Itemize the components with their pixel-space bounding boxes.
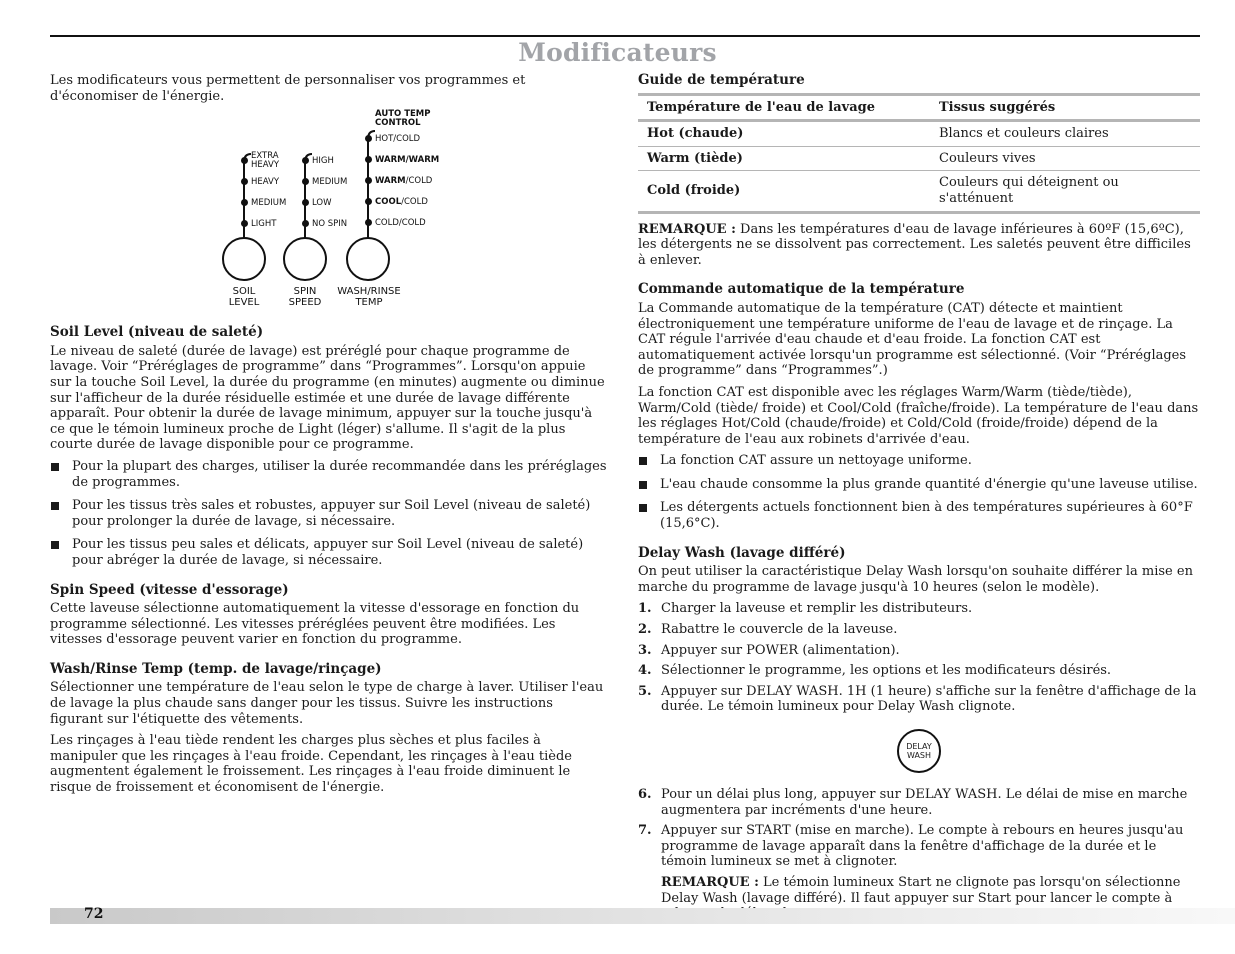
bullet-square-icon bbox=[639, 504, 647, 512]
bullet-square-icon bbox=[51, 541, 59, 549]
soil-option-medium: MEDIUM bbox=[251, 198, 287, 209]
list-item: Pour la plupart des charges, utiliser la durée recommandée dans les préréglages de programmes. bbox=[50, 459, 608, 490]
temperature-guide-table bbox=[638, 93, 1200, 214]
bullet-square-icon bbox=[639, 457, 647, 465]
table-cell: Blancs et couleurs claires bbox=[939, 126, 1109, 142]
temp-guide-note: REMARQUE : Dans les températures d'eau de lavage inférieures à 60ºF (15,6ºC), les détergents ne se dissolvent pas correctement. Les saletés peuvent être difficiles à enlever. bbox=[638, 221, 1191, 268]
list-item: L'eau chaude consomme la plus grande quantité d'énergie qu'une laveuse utilise. bbox=[638, 477, 1200, 493]
spin-speed-body: Cette laveuse sélectionne automatiquement la vitesse d'essorage en fonction du programme sélectionné. Les vitesses préréglées peuvent être modifiées. Les vitesses d'essorage peuvent varier en fonction du programme. bbox=[50, 601, 580, 648]
table-cell: Hot (chaude) bbox=[647, 126, 744, 142]
table-cell: Warm (tiède) bbox=[647, 150, 743, 166]
table-cell: Couleurs vives bbox=[939, 150, 1036, 166]
soil-option-light: LIGHT bbox=[251, 219, 277, 230]
right-column bbox=[638, 73, 1200, 922]
wash-rinse-paragraph-2: Les rinçages à l'eau tiède rendent les charges plus sèches et plus faciles à manipuler que les rinçages à l'eau froide. Cependant, les rinçages à l'eau tiède augmentent également le froissement. Les rinçages à l'eau froide diminuent le risque de froissement et économisent de l'énergie. bbox=[50, 733, 572, 796]
list-item: 4. Sélectionner le programme, les options et les modificateurs désirés. bbox=[638, 663, 1112, 679]
column-header: Tissus suggérés bbox=[939, 99, 1056, 115]
list-item: Pour les tissus très sales et robustes, appuyer sur Soil Level (niveau de saleté) pour prolonger la durée de lavage, si nécessaire. bbox=[50, 498, 608, 529]
auto-temp-control-header: AUTO TEMP CONTROL bbox=[375, 109, 431, 129]
table-row bbox=[638, 171, 1200, 212]
delay-wash-button-label: WASH bbox=[906, 751, 932, 760]
control-panel-diagram bbox=[220, 110, 520, 315]
footer-bar bbox=[50, 908, 1235, 924]
cat-heading: Commande automatique de la température bbox=[638, 281, 965, 298]
soil-level-heading: Soil Level (niveau de saleté) bbox=[50, 324, 264, 341]
left-column bbox=[50, 73, 608, 802]
spin-option-no-spin: NO SPIN bbox=[312, 219, 348, 230]
spin-speed-label: SPIN SPEED bbox=[288, 286, 322, 309]
table-cell: Cold (froide) bbox=[647, 183, 741, 199]
list-item: 1. Charger la laveuse et remplir les distributeurs. bbox=[638, 601, 973, 617]
table-row bbox=[638, 121, 1200, 147]
intro-text: Les modificateurs vous permettent de personnaliser vos programmes et d'économiser de l'énergie. bbox=[50, 73, 526, 104]
spin-option-high: HIGH bbox=[312, 156, 334, 167]
cat-paragraph-1: La Commande automatique de la température (CAT) détecte et maintient électroniquement une température uniforme de l'eau de lavage et de rinçage. La CAT régule l'arrivée d'eau chaude et d'eau froide. La fonction CAT est automatiquement activée lorsqu'un programme est sélectionné. (Voir “Préréglages de programme” dans “Programmes”.) bbox=[638, 300, 1187, 379]
spin-option-medium: MEDIUM bbox=[312, 177, 348, 188]
list-item: 3. Appuyer sur POWER (alimentation). bbox=[638, 642, 900, 658]
delay-wash-body: On peut utiliser la caractéristique Delay Wash lorsqu'on souhaite différer la mise en marche du programme de lavage jusqu'à 10 heures (selon le modèle). bbox=[638, 564, 1193, 595]
delay-wash-heading: Delay Wash (lavage différé) bbox=[638, 544, 846, 561]
table-cell: Couleurs qui déteignent ou s'atténuent bbox=[939, 175, 1119, 206]
table-row bbox=[638, 146, 1200, 171]
wash-rinse-heading: Wash/Rinse Temp (temp. de lavage/rinçage) bbox=[50, 660, 382, 677]
temp-option-cold-cold: COLD/COLD bbox=[375, 218, 426, 229]
temp-option-warm-cold: WARM/COLD bbox=[375, 176, 433, 187]
delay-wash-steps bbox=[638, 601, 1200, 715]
temp-option-warm-warm: WARM/WARM bbox=[375, 155, 440, 166]
cat-list bbox=[638, 453, 1200, 531]
page-title: Modificateurs bbox=[518, 38, 717, 67]
bullet-square-icon bbox=[51, 463, 59, 471]
table-header-row bbox=[638, 94, 1200, 121]
list-item: 7. Appuyer sur START (mise en marche). Le compte à rebours en heures jusqu'au programme de lavage apparaît dans la fenêtre d'affichage de la durée et le témoin lumineux se met à clignoter. bbox=[638, 823, 1184, 870]
list-item: 6. Pour un délai plus long, appuyer sur DELAY WASH. Le délai de mise en marche augmentera par incréments d'une heure. bbox=[638, 787, 1188, 818]
list-item: 2. Rabattre le couvercle de la laveuse. bbox=[638, 622, 898, 638]
soil-level-button[interactable] bbox=[222, 237, 266, 281]
soil-option-extra-heavy: EXTRA HEAVY bbox=[251, 151, 280, 171]
wash-rinse-temp-label: WASH/RINSE TEMP bbox=[337, 286, 401, 309]
delay-wash-button-label: DELAY bbox=[906, 742, 932, 751]
soil-level-label: SOIL LEVEL bbox=[228, 286, 260, 309]
top-rule bbox=[50, 35, 1200, 37]
wash-rinse-temp-button[interactable] bbox=[346, 237, 390, 281]
delay-wash-steps-continued bbox=[638, 787, 1200, 870]
list-item: Les détergents actuels fonctionnent bien à des températures supérieures à 60°F (15,6°C). bbox=[638, 500, 1200, 531]
temp-option-hot-cold: HOT/COLD bbox=[375, 134, 421, 145]
list-item: 5. Appuyer sur DELAY WASH. 1H (1 heure) s'affiche sur la fenêtre d'affichage de la durée. Le témoin lumineux pour Delay Wash clignote. bbox=[638, 683, 1197, 715]
soil-level-list bbox=[50, 459, 608, 569]
wash-rinse-paragraph-1: Sélectionner une température de l'eau selon le type de charge à laver. Utiliser l'eau de lavage la plus chaude sans danger pour les tissus. Suivre les instructions figurant sur l'étiquette des vêtements. bbox=[50, 680, 604, 727]
page-number: 72 bbox=[84, 906, 104, 922]
delay-wash-button[interactable] bbox=[897, 729, 941, 773]
bullet-square-icon bbox=[51, 502, 59, 510]
temp-guide-heading: Guide de température bbox=[638, 72, 805, 88]
soil-option-heavy: HEAVY bbox=[251, 177, 280, 188]
spin-speed-button[interactable] bbox=[283, 237, 327, 281]
column-header: Température de l'eau de lavage bbox=[647, 99, 876, 115]
bullet-square-icon bbox=[639, 481, 647, 489]
list-item: Pour les tissus peu sales et délicats, appuyer sur Soil Level (niveau de saleté) pour abréger la durée de lavage, si nécessaire. bbox=[50, 537, 608, 568]
cat-paragraph-2: La fonction CAT est disponible avec les réglages Warm/Warm (tiède/tiède), Warm/Cold (tiède/ froide) et Cool/Cold (fraîche/froide). La température de l'eau dans les réglages Hot/Cold (chaude/froide) et Cold/Cold (froide/froide) dépend de la température de l'eau aux robinets d'arrivée d'eau. bbox=[638, 384, 1199, 447]
delay-wash-note: REMARQUE : Le témoin lumineux Start ne clignote pas lorsqu'on sélectionne Delay Wash (lavage différé). Il faut appuyer sur Start pour lancer le compte à bbox=[661, 874, 1181, 906]
spin-option-low: LOW bbox=[312, 198, 332, 209]
spin-speed-heading: Spin Speed (vitesse d'essorage) bbox=[50, 581, 289, 598]
list-item: La fonction CAT assure un nettoyage uniforme. bbox=[638, 453, 1200, 469]
temp-option-cool-cold: COOL/COLD bbox=[375, 197, 428, 208]
soil-level-body: Le niveau de saleté (durée de lavage) est préréglé pour chaque programme de lavage. Voir “Préréglages de programme” dans “Programmes”. Lorsqu'on appuie sur la touche Soil Level, la durée du programme (en minutes) augmente ou diminue sur l'afficheur de la durée résiduelle estimée et une durée de lavage différente apparaît. Pour obtenir la durée de lavage minimum, appuyer sur la touche jusqu'à ce que le témoin lumineux proche de Light (léger) s'allume. Il s'agit de la plus courte durée de lavage disponible pour ce programme. bbox=[50, 343, 605, 453]
